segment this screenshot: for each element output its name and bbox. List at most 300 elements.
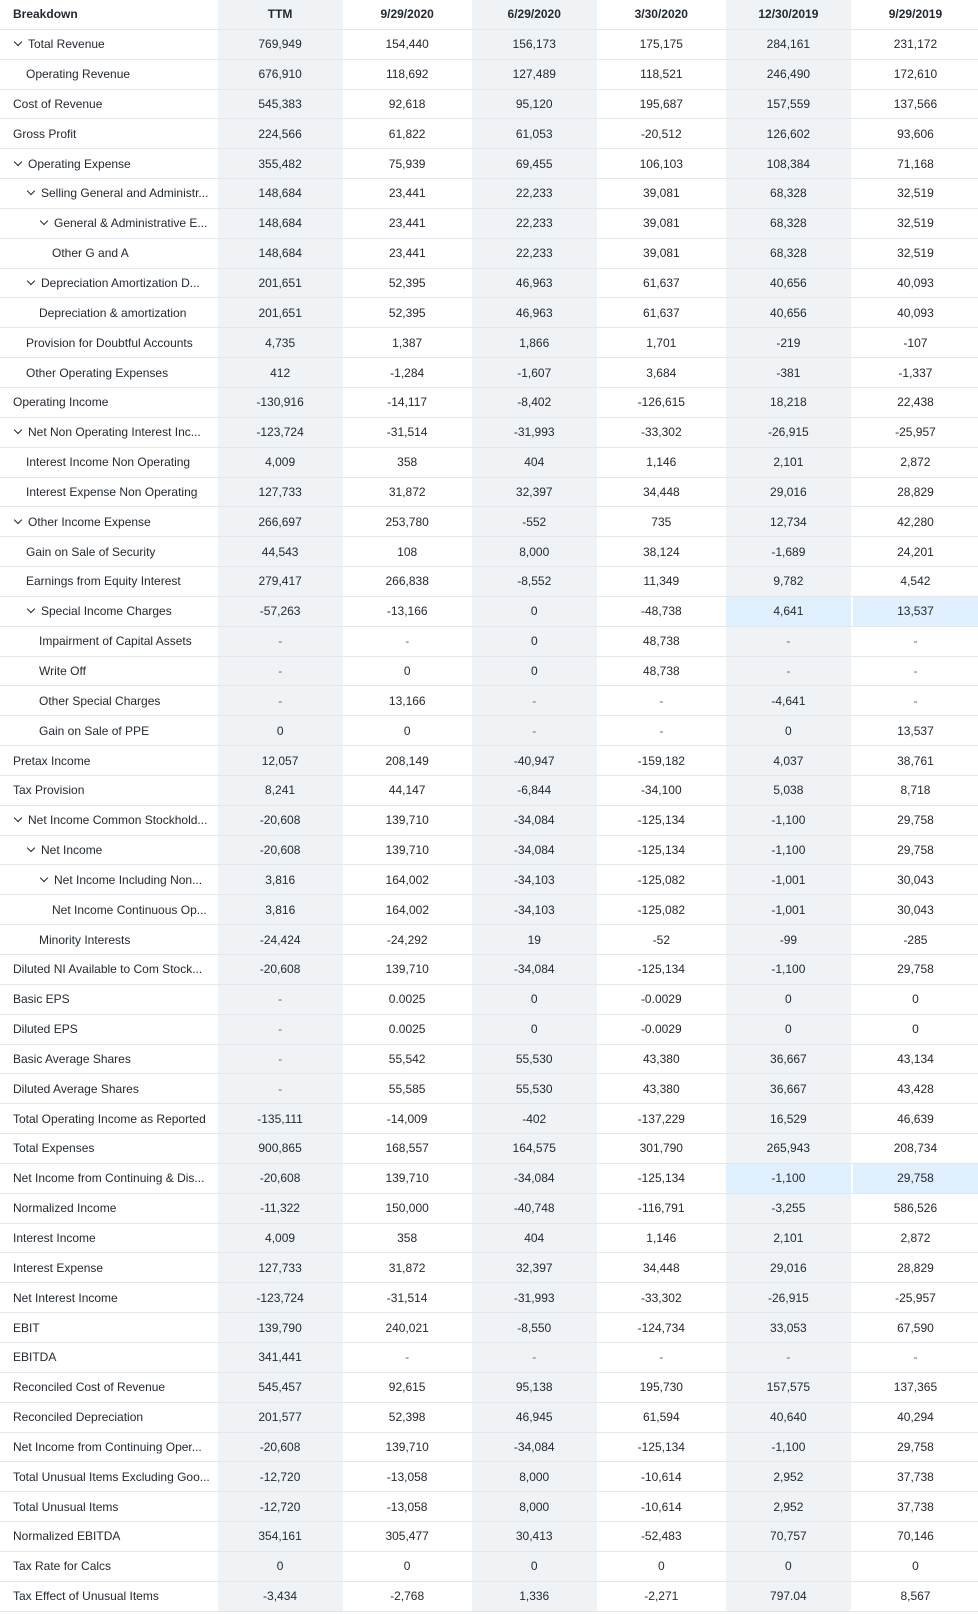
value-cell: -6,844 (472, 776, 597, 805)
value-cell: -20,608 (218, 955, 343, 984)
row-label (0, 1283, 218, 1312)
row-label-text: Total Operating Income as Reported (13, 1111, 206, 1126)
value-cell: -34,103 (472, 865, 597, 894)
value-cell: 157,559 (726, 90, 851, 119)
value-cell: -20,608 (218, 836, 343, 865)
value-cell: 32,519 (897, 186, 934, 201)
value-cell: 545,457 (218, 1373, 343, 1402)
table-row (0, 746, 978, 776)
value-cell: -126,615 (637, 395, 685, 410)
value-cell: 1,146 (646, 455, 677, 470)
chevron-down-icon[interactable] (13, 516, 25, 528)
table-row (0, 1373, 978, 1403)
row-label[interactable] (0, 209, 218, 238)
value-cell: 676,910 (218, 60, 343, 89)
value-cell: 8,241 (218, 776, 343, 805)
value-cell: 301,790 (639, 1141, 683, 1156)
row-label-text: Other Income Expense (28, 514, 151, 529)
value-cell: -20,512 (640, 126, 682, 141)
row-label (0, 1194, 218, 1223)
chevron-down-icon[interactable] (39, 874, 51, 886)
chevron-down-icon[interactable] (13, 814, 25, 826)
value-cell: 157,575 (726, 1373, 851, 1402)
value-cell: -0.0029 (640, 1022, 682, 1037)
row-label[interactable] (0, 269, 218, 298)
row-label-text: Total Expenses (13, 1141, 95, 1156)
value-cell: -52,483 (640, 1529, 682, 1544)
value-cell: 22,233 (472, 239, 597, 268)
value-cell: -1,337 (898, 365, 933, 380)
value-cell: 148,684 (218, 239, 343, 268)
value-cell: 4,009 (218, 448, 343, 477)
row-label[interactable] (0, 149, 218, 178)
column-header: 3/30/2020 (634, 7, 688, 22)
value-cell: 279,417 (218, 567, 343, 596)
value-cell: 29,758 (853, 1164, 978, 1193)
row-label-text: Total Unusual Items (13, 1499, 119, 1514)
table-row (0, 1194, 978, 1224)
value-cell: 126,602 (726, 119, 851, 148)
value-cell: -125,134 (637, 1171, 685, 1186)
value-cell: 0 (912, 992, 919, 1007)
value-cell: 1,146 (646, 1231, 677, 1246)
value-cell: 38,761 (897, 753, 934, 768)
value-cell: -25,957 (895, 425, 936, 440)
value-cell: -3,255 (726, 1194, 851, 1223)
value-cell: 29,758 (897, 813, 934, 828)
value-cell: 68,328 (726, 179, 851, 208)
value-cell: 30,043 (897, 902, 934, 917)
value-cell: -8,552 (472, 567, 597, 596)
value-cell: 0 (403, 1559, 411, 1574)
value-cell: 23,441 (388, 186, 426, 201)
row-label[interactable] (0, 30, 218, 59)
value-cell: 43,134 (897, 1051, 934, 1066)
value-cell: 139,710 (385, 1439, 429, 1454)
row-label-text: Net Income Common Stockhold... (28, 813, 208, 828)
value-cell: 40,640 (726, 1403, 851, 1432)
table-row (0, 1552, 978, 1582)
table-row (0, 895, 978, 925)
value-cell: 358 (397, 455, 418, 470)
value-cell: 13,537 (897, 723, 934, 738)
value-cell: -40,947 (472, 746, 597, 775)
row-label-text: Depreciation Amortization D... (41, 276, 200, 291)
value-cell: 4,542 (900, 574, 931, 589)
value-cell: -1,001 (726, 865, 851, 894)
row-label (0, 746, 218, 775)
row-label (0, 90, 218, 119)
value-cell: -3,434 (218, 1582, 343, 1611)
row-label (0, 1015, 218, 1044)
row-label (0, 1134, 218, 1163)
value-cell: - (726, 657, 851, 686)
value-cell: 61,594 (642, 1410, 680, 1425)
value-cell: 586,526 (893, 1201, 938, 1216)
value-cell: 148,684 (218, 179, 343, 208)
chevron-down-icon[interactable] (26, 187, 38, 199)
value-cell: 12,057 (218, 746, 343, 775)
table-row (0, 507, 978, 537)
value-cell: -13,058 (386, 1499, 428, 1514)
row-label-text: Operating Income (13, 395, 109, 410)
row-label-text: Reconciled Cost of Revenue (13, 1380, 166, 1395)
value-cell: 93,606 (897, 126, 934, 141)
value-cell: -1,001 (726, 895, 851, 924)
table-row (0, 1134, 978, 1164)
table-row (0, 239, 978, 269)
table-row (0, 1582, 978, 1612)
value-cell: - (659, 723, 664, 738)
row-label-text: Net Income (41, 843, 103, 858)
table-row (0, 836, 978, 866)
value-cell: 23,441 (388, 216, 426, 231)
value-cell: 195,730 (639, 1380, 683, 1395)
value-cell: 266,697 (218, 507, 343, 536)
row-label (0, 1433, 218, 1462)
row-label (0, 298, 218, 327)
value-cell: 22,233 (472, 179, 597, 208)
value-cell: 208,149 (385, 753, 429, 768)
table-row (0, 567, 978, 597)
column-header: 6/29/2020 (472, 0, 597, 29)
table-row (0, 955, 978, 985)
table-row (0, 1224, 978, 1254)
value-cell: 139,710 (385, 1171, 429, 1186)
value-cell: -12,720 (218, 1492, 343, 1521)
row-label-text: Tax Provision (13, 783, 85, 798)
value-cell: 150,000 (385, 1201, 429, 1216)
table-row (0, 985, 978, 1015)
value-cell: -33,302 (640, 425, 682, 440)
value-cell: 61,637 (642, 305, 680, 320)
row-label-text: Net Income from Continuing Oper... (13, 1439, 202, 1454)
value-cell: 0 (472, 627, 597, 656)
value-cell: -125,082 (637, 872, 686, 887)
table-row (0, 388, 978, 418)
row-label (0, 716, 218, 745)
value-cell: - (726, 627, 851, 656)
table-row (0, 925, 978, 955)
row-label (0, 1313, 218, 1342)
table-row (0, 1313, 978, 1343)
value-cell: 3,684 (646, 365, 677, 380)
value-cell: 92,615 (388, 1380, 426, 1395)
value-cell: -34,084 (472, 1164, 597, 1193)
value-cell: 195,687 (639, 96, 683, 111)
value-cell: - (472, 1343, 597, 1372)
value-cell: 39,081 (642, 216, 680, 231)
value-cell: 46,963 (472, 298, 597, 327)
value-cell: 201,651 (218, 269, 343, 298)
value-cell: 30,043 (897, 872, 934, 887)
table-row (0, 716, 978, 746)
value-cell: -33,302 (640, 1290, 682, 1305)
chevron-down-icon[interactable] (39, 217, 51, 229)
chevron-down-icon[interactable] (13, 426, 25, 438)
value-cell: - (218, 985, 343, 1014)
row-label-text: Interest Expense Non Operating (26, 484, 198, 499)
value-cell: 70,757 (726, 1522, 851, 1551)
table-header (0, 0, 978, 30)
value-cell: -1,100 (726, 955, 851, 984)
value-cell: - (913, 663, 918, 678)
table-row (0, 686, 978, 716)
value-cell: 12,734 (726, 507, 851, 536)
value-cell: 0 (472, 1015, 597, 1044)
value-cell: 246,490 (726, 60, 851, 89)
value-cell: 34,448 (642, 484, 680, 499)
value-cell: 34,448 (642, 1260, 680, 1275)
value-cell: - (218, 1045, 343, 1074)
row-label (0, 925, 218, 954)
value-cell: 404 (472, 448, 597, 477)
row-label-text: Other Operating Expenses (26, 365, 169, 380)
value-cell: 139,790 (218, 1313, 343, 1342)
value-cell: -123,724 (218, 1283, 343, 1312)
value-cell: - (405, 634, 410, 649)
row-label (0, 627, 218, 656)
row-label (0, 239, 218, 268)
table-row (0, 1253, 978, 1283)
chevron-down-icon[interactable] (13, 158, 25, 170)
table-row (0, 537, 978, 567)
row-label-text: Depreciation & amortization (39, 305, 187, 320)
row-label-text: Earnings from Equity Interest (26, 574, 181, 589)
table-row (0, 806, 978, 836)
value-cell: -48,738 (640, 604, 682, 619)
value-cell: 8,567 (900, 1589, 931, 1604)
value-cell: -20,608 (218, 1433, 343, 1462)
chevron-down-icon[interactable] (13, 38, 25, 50)
value-cell: - (913, 693, 918, 708)
row-label-text: Net Income from Continuing & Dis... (13, 1171, 205, 1186)
value-cell: -8,550 (472, 1313, 597, 1342)
table-row (0, 1015, 978, 1045)
value-cell: 36,667 (726, 1074, 851, 1103)
row-label-text: EBIT (13, 1320, 40, 1335)
value-cell: -11,322 (218, 1194, 343, 1223)
value-cell: -4,641 (726, 686, 851, 715)
value-cell: 0 (472, 657, 597, 686)
table-row (0, 30, 978, 60)
value-cell: -31,514 (386, 425, 428, 440)
value-cell: - (659, 1350, 664, 1365)
value-cell: 0 (657, 1559, 665, 1574)
value-cell: 137,365 (893, 1380, 938, 1395)
row-label (0, 448, 218, 477)
table-row (0, 1462, 978, 1492)
value-cell: 2,872 (900, 1231, 931, 1246)
table-row (0, 1343, 978, 1373)
row-label[interactable] (0, 507, 218, 536)
row-label[interactable] (0, 836, 218, 865)
value-cell: 284,161 (726, 30, 851, 59)
value-cell: 40,656 (726, 298, 851, 327)
value-cell: 224,566 (218, 119, 343, 148)
value-cell: 305,477 (385, 1529, 429, 1544)
row-label-text: Operating Expense (28, 156, 131, 171)
value-cell: 4,735 (218, 328, 343, 357)
table-row (0, 657, 978, 687)
value-cell: 37,738 (897, 1499, 934, 1514)
row-label-text: Diluted Average Shares (13, 1081, 139, 1096)
value-cell: -381 (726, 358, 851, 387)
value-cell: 29,758 (897, 843, 934, 858)
chevron-down-icon[interactable] (26, 277, 38, 289)
value-cell: - (726, 1343, 851, 1372)
value-cell: 32,519 (897, 216, 934, 231)
row-label (0, 776, 218, 805)
value-cell: 46,963 (472, 269, 597, 298)
table-row (0, 298, 978, 328)
column-header: TTM (218, 0, 343, 29)
chevron-down-icon[interactable] (26, 844, 38, 856)
value-cell: 1,866 (472, 328, 597, 357)
value-cell: 0 (726, 1015, 851, 1044)
value-cell: 32,397 (472, 1253, 597, 1282)
row-label (0, 1403, 218, 1432)
table-row (0, 1074, 978, 1104)
row-label (0, 895, 218, 924)
value-cell: 70,146 (897, 1529, 934, 1544)
value-cell: -31,514 (386, 1290, 428, 1305)
value-cell: 8,000 (472, 1462, 597, 1491)
value-cell: 797.04 (726, 1582, 851, 1611)
value-cell: -1,100 (726, 1164, 851, 1193)
value-cell: 39,081 (642, 186, 680, 201)
value-cell: -25,957 (895, 1290, 936, 1305)
row-label-text: Net Non Operating Interest Inc... (28, 425, 201, 440)
value-cell: 31,872 (388, 1260, 426, 1275)
value-cell: 30,413 (472, 1522, 597, 1551)
value-cell: 240,021 (385, 1320, 429, 1335)
value-cell: -52 (652, 932, 671, 947)
value-cell: 735 (651, 514, 672, 529)
value-cell: 108,384 (726, 149, 851, 178)
value-cell: 69,455 (472, 149, 597, 178)
value-cell: 8,718 (900, 783, 931, 798)
row-label-text: Selling General and Administr... (41, 186, 209, 201)
value-cell: 201,577 (218, 1403, 343, 1432)
value-cell: -99 (726, 925, 851, 954)
row-label (0, 1552, 218, 1581)
value-cell: 29,758 (897, 962, 934, 977)
row-label (0, 1582, 218, 1611)
value-cell: - (218, 657, 343, 686)
value-cell: 68,328 (726, 209, 851, 238)
row-label-text: Net Income Including Non... (54, 872, 203, 887)
row-label[interactable] (0, 806, 218, 835)
row-label (0, 358, 218, 387)
value-cell: 29,016 (726, 478, 851, 507)
value-cell: 208,734 (893, 1141, 938, 1156)
value-cell: 4,009 (218, 1224, 343, 1253)
value-cell: -116,791 (638, 1201, 685, 1216)
value-cell: -14,009 (386, 1111, 428, 1126)
chevron-down-icon[interactable] (26, 605, 38, 617)
value-cell: 545,383 (218, 90, 343, 119)
row-label (0, 1522, 218, 1551)
value-cell: - (218, 627, 343, 656)
value-cell: -124,734 (637, 1320, 685, 1335)
value-cell: -125,134 (637, 843, 685, 858)
value-cell: 48,738 (642, 634, 680, 649)
row-label-text: Total Revenue (28, 37, 105, 52)
column-header: 12/30/2019 (726, 0, 851, 29)
value-cell: 52,398 (388, 1410, 426, 1425)
value-cell: 404 (472, 1224, 597, 1253)
value-cell: 48,738 (642, 663, 680, 678)
row-label-text: Gross Profit (13, 126, 77, 141)
row-label-text: EBITDA (13, 1350, 57, 1365)
value-cell: -20,608 (218, 1164, 343, 1193)
value-cell: 44,543 (218, 537, 343, 566)
table-row (0, 149, 978, 179)
row-label-text: Basic EPS (13, 992, 70, 1007)
value-cell: 118,521 (640, 67, 683, 82)
value-cell: 266,838 (385, 574, 429, 589)
value-cell: 0 (218, 716, 343, 745)
row-label[interactable] (0, 418, 218, 447)
value-cell: 127,733 (218, 478, 343, 507)
value-cell: -125,082 (637, 902, 686, 917)
value-cell: 9,782 (726, 567, 851, 596)
value-cell: 0 (912, 1022, 919, 1037)
row-label (0, 328, 218, 357)
row-label (0, 985, 218, 1014)
value-cell: 44,147 (388, 783, 426, 798)
value-cell: 231,172 (893, 37, 938, 52)
value-cell: -285 (903, 932, 928, 947)
value-cell: 253,780 (385, 514, 429, 529)
value-cell: -26,915 (726, 1283, 851, 1312)
value-cell: -34,084 (472, 955, 597, 984)
table-row (0, 478, 978, 508)
value-cell: 769,949 (218, 30, 343, 59)
row-label (0, 478, 218, 507)
value-cell: 75,939 (388, 156, 426, 171)
value-cell: 2,101 (726, 1224, 851, 1253)
value-cell: 43,428 (897, 1081, 934, 1096)
value-cell: 11,349 (643, 574, 680, 589)
row-label-text: Reconciled Depreciation (13, 1410, 144, 1425)
row-label[interactable] (0, 179, 218, 208)
table-row (0, 209, 978, 239)
value-cell: 1,336 (472, 1582, 597, 1611)
value-cell: -20,608 (218, 806, 343, 835)
value-cell: -57,263 (218, 597, 343, 626)
value-cell: 16,529 (726, 1104, 851, 1133)
row-label[interactable] (0, 865, 218, 894)
value-cell: 61,822 (388, 126, 426, 141)
row-label[interactable] (0, 597, 218, 626)
value-cell: - (218, 1074, 343, 1103)
row-label (0, 657, 218, 686)
value-cell: -10,614 (640, 1469, 682, 1484)
row-label-text: Other G and A (52, 246, 129, 261)
row-label-text: Pretax Income (13, 753, 91, 768)
value-cell: 1,701 (646, 335, 677, 350)
value-cell: 8,000 (472, 537, 597, 566)
value-cell: -552 (472, 507, 597, 536)
table-row (0, 328, 978, 358)
row-label-text: Gain on Sale of Security (26, 544, 156, 559)
row-label (0, 537, 218, 566)
value-cell: 36,667 (726, 1045, 851, 1074)
value-cell: -125,134 (637, 813, 685, 828)
value-cell: -107 (903, 335, 928, 350)
